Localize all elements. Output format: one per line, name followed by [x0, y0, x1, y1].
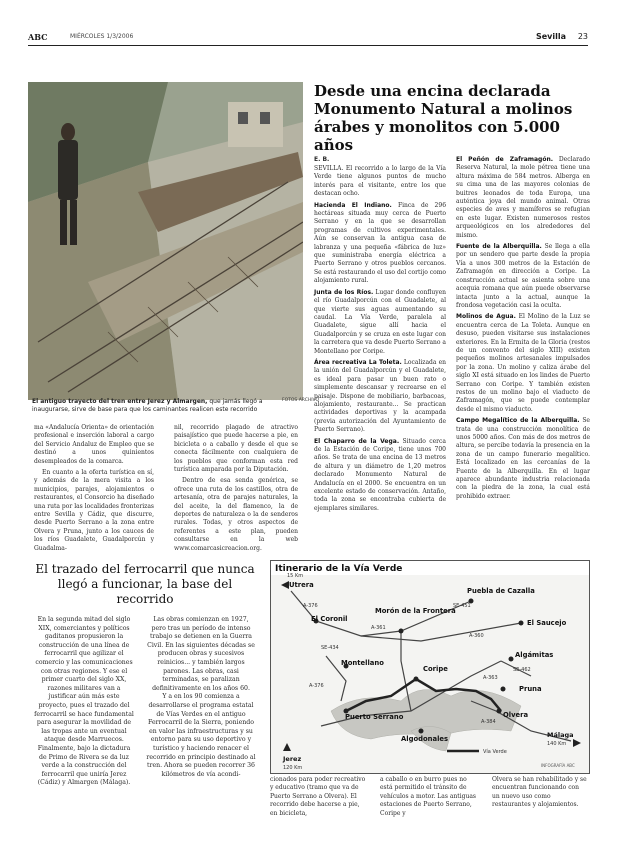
map-scale: 15 Km	[287, 573, 304, 579]
map-road-label: A-363	[483, 675, 498, 681]
paragraph: ma «Andalucía Orienta» de orientación profesional e inserción laboral a cargo del Servicio Andaluz de Empleo que se destinó a unos quinientos desempleados de la comarca.	[34, 424, 154, 465]
point-of-interest: El Peñón de Zaframagón. Declarado Reserva Natural, la mole pétrea tiene una altura máxima de 584 metros. Alberga en su cima una de las mayores colonias de buitres leonados de toda Europa, una auténtica joya del mundo animal. Otras especies de aves y mamíferos se refugian en este lugar. Existen numerosos restos arqueológicos en los alrededores del mismo.	[456, 156, 590, 239]
map-town-label: Puerto Serrano	[345, 713, 404, 721]
intro-paragraph: SEVILLA. El recorrido a lo largo de la Vía Verde tiene algunos puntos de mucho interés para el visitante, entre los que destacan ocho.	[314, 165, 446, 198]
map-town-label: El Coronil	[311, 615, 348, 623]
map-credit: INFOGRAFÍA ABC	[541, 763, 575, 768]
issue-date: MIÉRCOLES 1/3/2006	[70, 33, 134, 40]
map-legend: Vía Verde	[483, 749, 507, 755]
point-of-interest: Campo Megalítico de la Alberquilla. Se trata de una construcción monolítica de unos 5000 años. Con más de dos metros de altura, se percibe todavía la presencia en la zona de un campo funerario megalítico. Está localizado en las cercanías de la Fuente de la Alberquilla. En el lugar aparece abundante industria relacionada con la piedra de la zona, la cual está prohibido extraer.	[456, 417, 590, 500]
bottom-column-1: cionados para poder recreativo y educativo (tramo que va de Puerto Serrano a Olvera). El recorrido debe hacerse a pie, en bicicleta,	[270, 776, 366, 817]
secondary-column-2: Las obras comienzan en 1927, pero tras un período de intenso trabajo se detienen en la Guerra Civil. En las siguientes décadas se producen obras y sucesivos reinicios... y también largos parones. Las obras, casi terminadas, se paralizan definitivamente en los años 60. Y a en los 90 comienza a desarrollarse el programa estatal de Vías Verdes en el antiguo Ferrocarril de la Sierra, poniendo en valor las infraestructuras y su entorno para su uso deportivo y turístico y haciendo renacer el recorrido en principio destinado al tren. Ahora se pueden recorrer 36 kilómetros de vía acondi-	[146, 616, 256, 778]
map-graphic	[271, 561, 589, 773]
column-right-a	[314, 156, 446, 516]
map-town-label: Algodonales	[401, 735, 449, 743]
map-town-label: El Saucejo	[527, 619, 567, 627]
map-arrow-distance: 140 Km	[547, 741, 567, 747]
caption-text: que jamás llegó a inaugurarse, sirve de base para que los caminantes realicen este recorrido	[32, 398, 263, 413]
photo-credit: FOTOS ARCHIVO	[282, 398, 320, 403]
map-road-label: A-384	[481, 719, 496, 725]
byline: E. B.	[314, 156, 330, 163]
map-arrow-label: Jerez	[283, 755, 302, 763]
map-arrow-label: Málaga	[547, 731, 574, 739]
map-title: Itinerario de la Vía Verde	[275, 564, 403, 574]
map-road-label: A-361	[371, 625, 386, 631]
article-photo	[28, 82, 303, 400]
column-right-b	[456, 156, 590, 504]
main-headline: Desde una encina declarada Monumento Natural a molinos árabes y monolitos con 5.000 años	[314, 82, 573, 154]
map-town-label: Montellano	[341, 659, 384, 667]
column-middle	[174, 424, 298, 556]
map-road-label: SE-434	[321, 645, 339, 651]
newspaper-brand: ABC	[28, 32, 48, 42]
secondary-column-1: En la segunda mitad del siglo XIX, comerciantes y políticos gaditanos propusieron la construcción de una línea de ferrocarril que agilizar el comercio y las comunicaciones con otras regiones. Y ese el primer cuarto del siglo XX, razones militares van a justificar aún más este proyecto, pues el trazado del ferrocarril se hace fundamental para asegurar la movilidad de las tropas ante un eventual ataque desde Marruecos. Finalmente, bajo la dictadura de Primo de Rivera se da luz verde a la construcción del ferrocarril que uniría Jerez (Cádiz) y Almargen (Málaga).	[34, 616, 134, 787]
bottom-column-2: a caballo o en burro pues no está permitido el tránsito de vehículos a motor. Las antiguas estaciones de Puerto Serrano, Coripe y	[380, 776, 476, 817]
map-town-label: Coripe	[423, 665, 448, 673]
photo-caption	[32, 398, 282, 414]
caption-lead: El antiguo trayecto del tren entre Jerez y Almargen,	[32, 398, 208, 405]
point-of-interest: Molinos de Agua. El Molino de la Luz se encuentra cerca de La Toleta. Aunque en desuso, pueden visitarse sus instalaciones exteriores. En la Ermita de la Gloria (restos de un convento del siglo XIII) existen pequeños molinos artesanales impulsados por la zona. Un molino y caliza árabe del siglo XI está situado en los lindes de Puerto Serrano con Coripe. Y también existen restos de un molino bajo el viaducto de Zaframagón, que se puede contemplar desde el mismo viaducto.	[456, 313, 590, 413]
map-town-label: Algámitas	[515, 651, 554, 659]
map-road-label: SE-451	[453, 603, 471, 609]
point-of-interest: Hacienda El Indiano. Finca de 296 hectáreas situada muy cerca de Puerto Serrano y en la que se desarrollan programas de cultivos experimentales. Aún se conservan la antigua casa de labranza y una pequeña «fábrica de luz» que suministraba energía eléctrica a Puerto Serrano y otros pueblos cercanos. Se está restaurando el uso del cortijo como alojamiento rural.	[314, 201, 447, 285]
map-road-label: A-376	[309, 683, 324, 689]
map-town-label: Pruna	[519, 685, 542, 693]
point-of-interest: Junta de los Ríos. Lugar donde confluyen el río Guadalporcún con el Guadalete, al que vierte sus aguas aumentando su caudal. La Vía Verde, paralela al Guadalete, sigue allí hacia el Guadalporcún y se cruza en este lugar con la carretera que va desde Puerto Serrano a Montellano por Coripe.	[314, 288, 446, 355]
paragraph: En cuanto a la oferta turística en sí, y además de la mera visita a los municipios, parajes, alojamientos o restaurantes, el Consorcio ha diseñado una ruta por las localidades fronterizas entre Sevilla y Cádiz, que discurre, desde Puerto Serrano a la zona entre Olvera y Pruna, junto a los cauces de los ríos Guadalete, Guadalporcún y Guadalma-	[34, 469, 154, 552]
point-of-interest: El Chaparro de la Vega. Situado cerca de la Estación de Coripe, tiene unos 700 años. Se trata de una encina de 13 metros de altura y un diámetro de 1,20 metros declarado Monumento Natural de Andalucía en el 2000. Se encuentra en un excelente estado de conservación. Antaño, toda la zona se encontraba cubierta de ejemplares similares.	[314, 437, 446, 512]
map-road-label: A-360	[469, 633, 484, 639]
bottom-column-3: Olvera se han rehabilitado y se encuentran funcionando con un nuevo uso como restaurantes y alojamientos.	[492, 776, 587, 809]
section-name: Sevilla	[535, 32, 566, 41]
page-number: 23	[577, 32, 588, 41]
paragraph: nil, recorrido plagado de atractivo paisajístico que puede hacerse a pie, en bicicleta o a caballo y desde el que se conecta fácilmente con cualquiera de los pueblos que conforman esta red turística amparada por la Diputación.	[174, 424, 298, 474]
point-of-interest: Área recreativa La Toleta. Localizada en la unión del Guadalporcún y el Guadalete, es ideal para pasar un buen rato o simplemente descansar y recrearse en el paisaje. Dispone de mobiliario, barbacoas, alojamiento, restaurante... Se practican actividades deportivas y la acampada (previa autorización del Ayuntamiento de Puerto Serrano).	[314, 358, 446, 434]
route-map	[270, 560, 590, 774]
map-town-label: Puebla de Cazalla	[467, 587, 535, 595]
page-header	[28, 30, 588, 46]
map-town-label: Utrera	[289, 581, 314, 589]
map-road-label: A-376	[303, 603, 318, 609]
secondary-headline: El trazado del ferrocarril que nunca llegó a funcionar, la base del recorrido	[35, 562, 255, 606]
map-arrow-distance: 120 Km	[283, 765, 303, 771]
map-town-label: Olvera	[503, 711, 529, 719]
map-town-label: Morón de la Frontera	[375, 607, 456, 615]
point-of-interest: Fuente de la Alberquilla. Se llega a ella por un sendero que parte desde la propia Vía a unos 300 metros de la Estación de Zaframagón en dirección a Coripe. La construcción actual se asienta sobre una acequia romana que aún puede observarse intacta junto a la actual, aunque la frondosa vegetación casi la oculta.	[456, 243, 590, 309]
map-road-label: SE-462	[513, 667, 531, 673]
column-left	[34, 424, 154, 556]
paragraph: Dentro de esa senda genérica, se ofrece una ruta de los castillos, otra de artesanía, otra de parajes naturales, la del aceite, la del flamenco, la de deportes de naturaleza o la de senderos rurales. Todas, y otros aspectos de referentes a este plan, pueden consultarse en la web www.comarcasicreacion.org.	[174, 477, 298, 552]
